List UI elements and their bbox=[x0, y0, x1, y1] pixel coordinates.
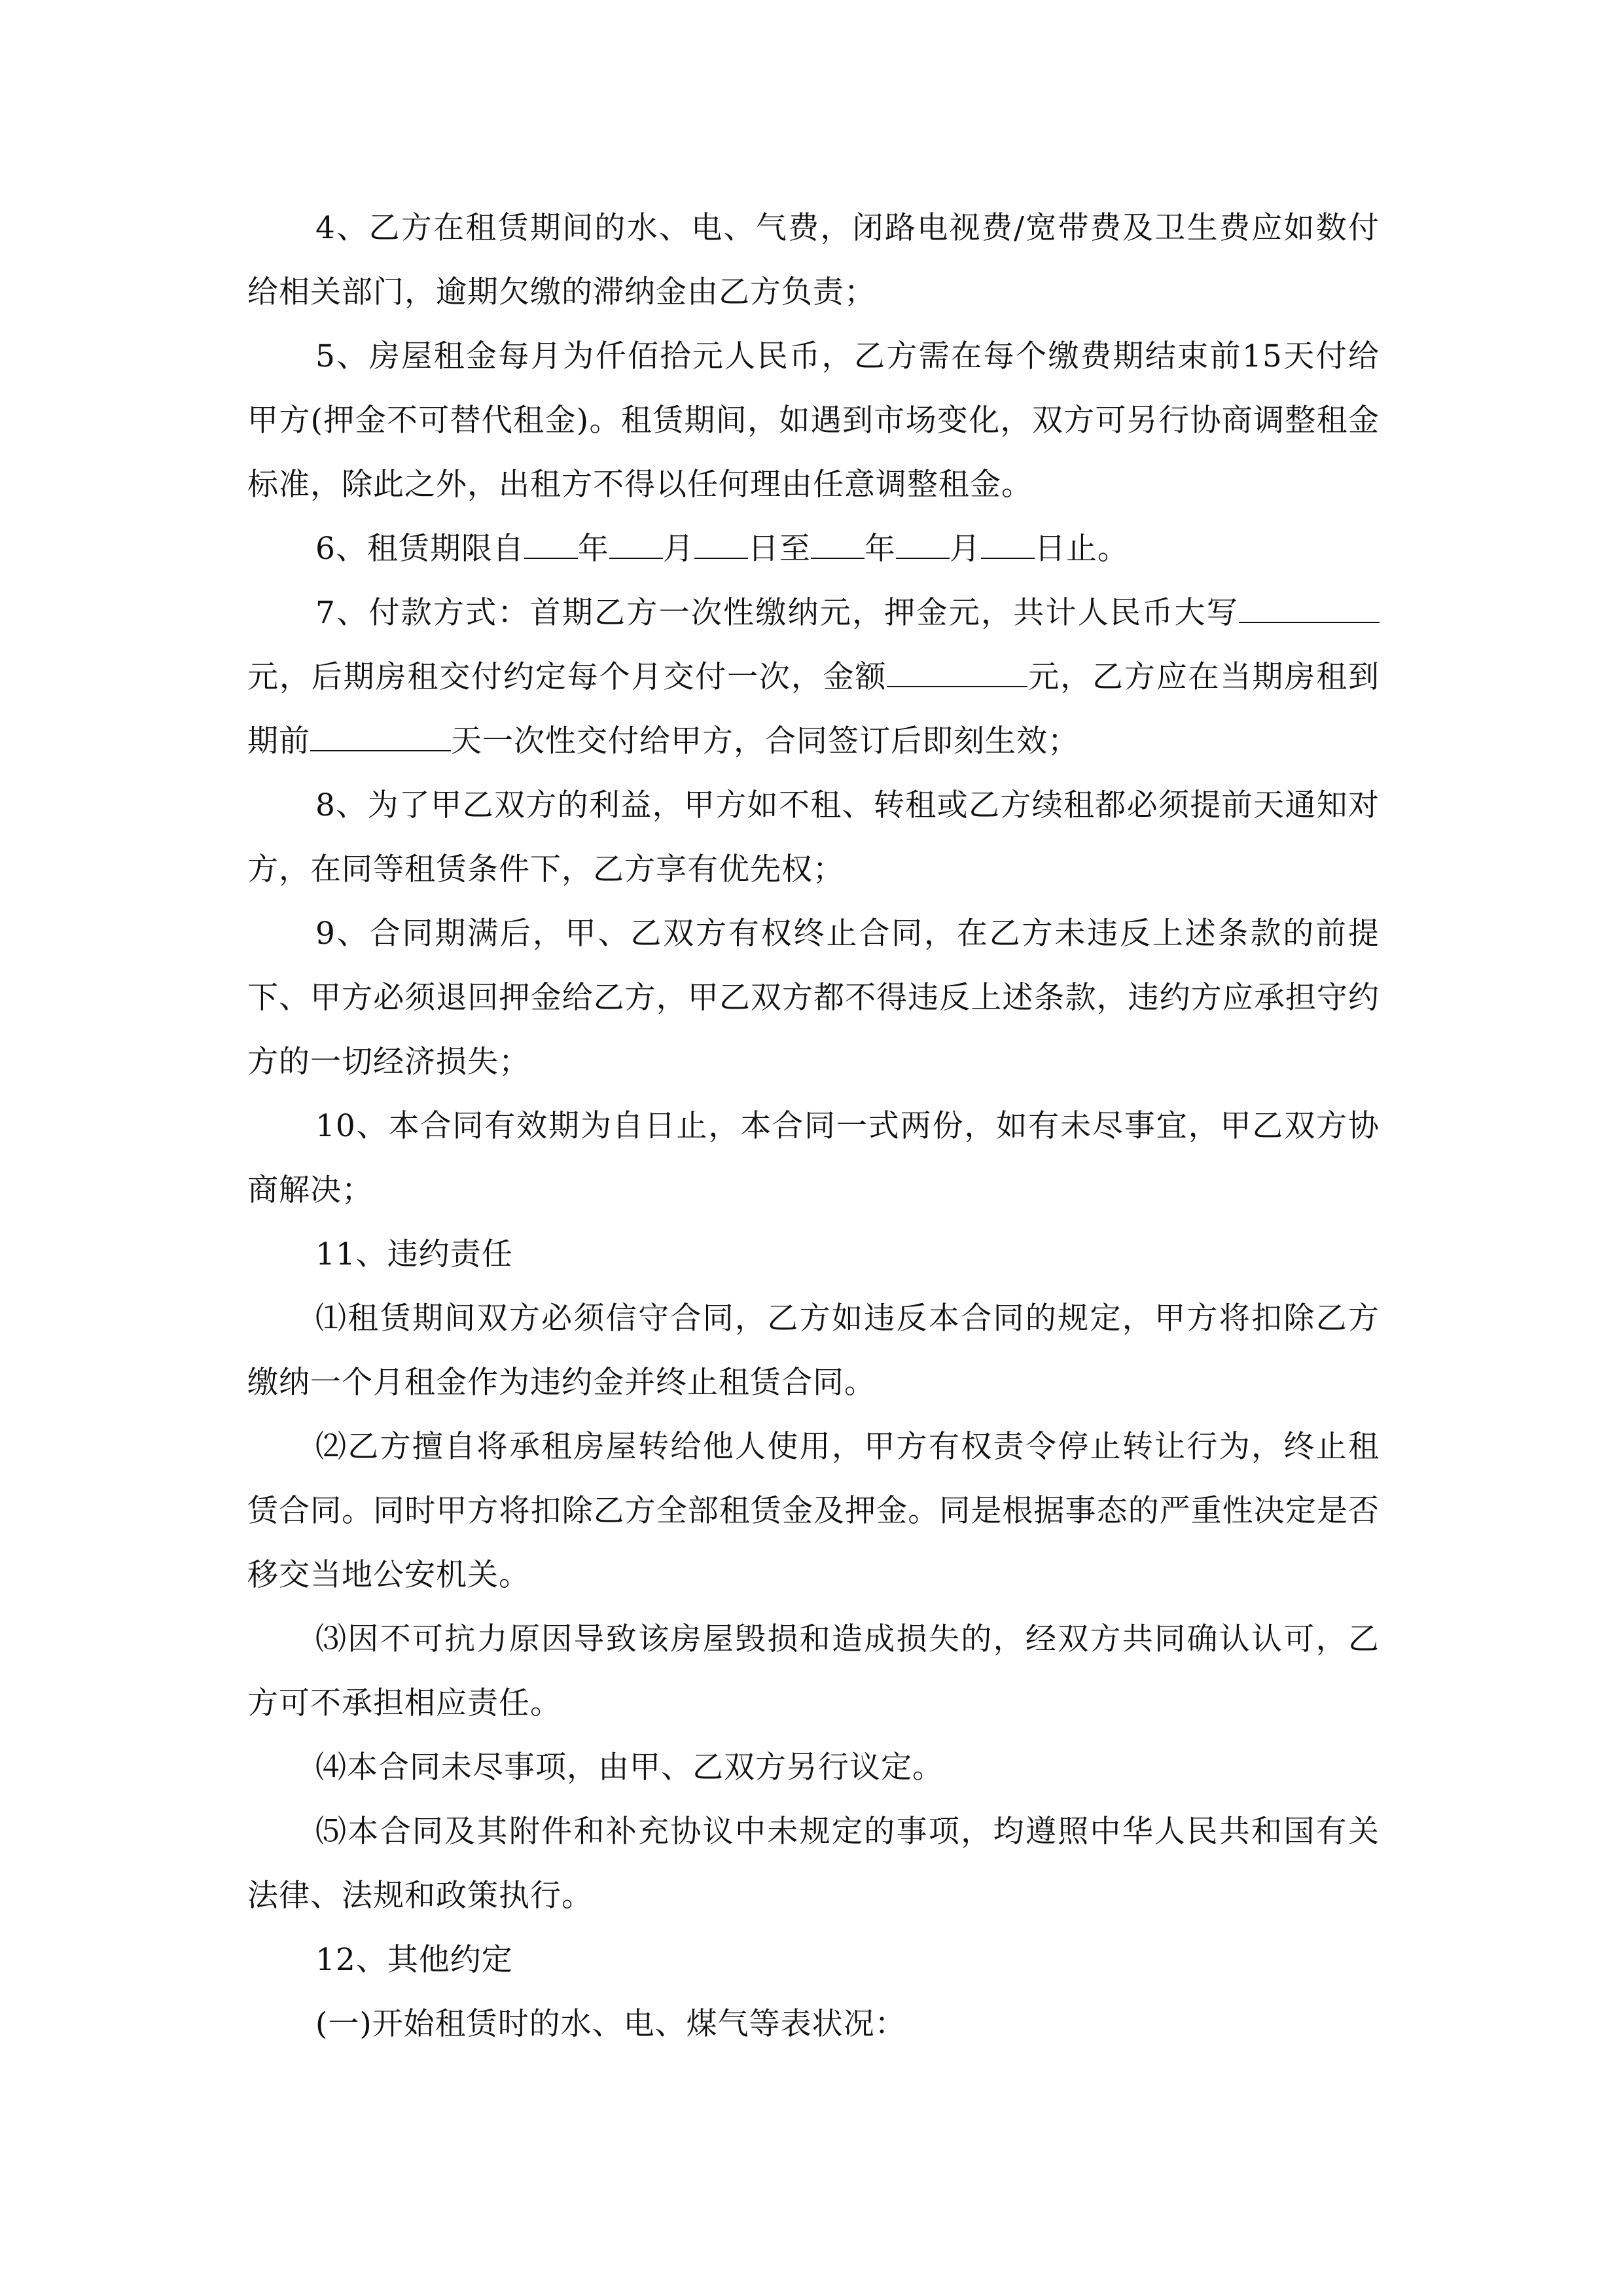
clause-6-text: 6、租赁期限自 bbox=[315, 531, 524, 567]
clause-7-text: 元，乙方应在当期房租到期前 bbox=[247, 659, 1380, 759]
blank-monthly-amount bbox=[887, 660, 1027, 687]
clause-9: 9、合同期满后，甲、乙双方有权终止合同，在乙方未违反上述条款的前提下、甲方必须退回押金给乙方，甲乙双方都不得违反上述条款，违约方应承担守约方的一切经济损失； bbox=[247, 916, 1380, 1080]
blank-end-year bbox=[811, 531, 865, 559]
clause-7 bbox=[247, 581, 1380, 774]
clause-11-item-1: ⑴租赁期间双方必须信守合同，乙方如违反本合同的规定，甲方将扣除乙方缴纳一个月租金作为违约金并终止租赁合同。 bbox=[247, 1300, 1380, 1401]
blank-end-day bbox=[981, 531, 1035, 559]
clause-6-text: 月 bbox=[662, 531, 694, 567]
blank-start-day bbox=[694, 531, 748, 559]
clause-6-text: 年 bbox=[864, 531, 896, 567]
clause-6 bbox=[247, 517, 1380, 581]
clause-6-text: 日至 bbox=[747, 531, 811, 567]
clause-7-text: 7、付款方式：首期乙方一次性缴纳元，押金元，共计人民币大写 bbox=[315, 595, 1239, 631]
blank-days-before bbox=[310, 724, 451, 751]
clause-8: 8、为了甲乙双方的利益，甲方如不租、转租或乙方续租都必须提前天通知对方，在同等租赁条件下，乙方享有优先权； bbox=[247, 787, 1380, 888]
clause-12-item-1: (一)开始租赁时的水、电、煤气等表状况： bbox=[315, 2006, 906, 2042]
clause-11-item-4: ⑷本合同未尽事项，由甲、乙双方另行议定。 bbox=[315, 1749, 944, 1785]
clause-7-text: 元，后期房租交付约定每个月交付一次，金额 bbox=[247, 659, 887, 695]
blank-end-month bbox=[896, 531, 950, 559]
clause-7-text: 天一次性交付给甲方，合同签订后即刻生效； bbox=[451, 723, 1079, 759]
clause-11-item-3: ⑶因不可抗力原因导致该房屋毁损和造成损失的，经双方共同确认认可，乙方可不承担相应责任。 bbox=[247, 1621, 1380, 1721]
clause-4: 4、乙方在租赁期间的水、电、气费，闭路电视费/宽带费及卫生费应如数付给相关部门，逾期欠缴的滞纳金由乙方负责； bbox=[247, 210, 1380, 310]
clause-6-text: 日止。 bbox=[1034, 531, 1129, 567]
blank-total-amount bbox=[1239, 596, 1380, 623]
clause-6-text: 年 bbox=[577, 531, 609, 567]
clause-5: 5、房屋租金每月为仟佰拾元人民币，乙方需在每个缴费期结束前15天付给甲方(押金不可替代租金)。租赁期间，如遇到市场变化，双方可另行协商调整租金标准，除此之外，出租方不得以任何理由任意调整租金。 bbox=[247, 338, 1380, 503]
clause-12-heading: 12、其他约定 bbox=[315, 1942, 513, 1978]
clause-6-text: 月 bbox=[949, 531, 981, 567]
clause-11-item-2: ⑵乙方擅自将承租房屋转给他人使用，甲方有权责令停止转让行为，终止租赁合同。同时甲方将扣除乙方全部租赁金及押金。同是根据事态的严重性决定是否移交当地公安机关。 bbox=[247, 1429, 1380, 1593]
clause-11-heading: 11、违约责任 bbox=[315, 1236, 513, 1272]
document-page bbox=[247, 196, 1380, 2056]
clause-11-item-5: ⑸本合同及其附件和补充协议中未规定的事项，均遵照中华人民共和国有关法律、法规和政策执行。 bbox=[247, 1814, 1380, 1914]
blank-start-year bbox=[524, 531, 578, 559]
clause-10: 10、本合同有效期为自日止，本合同一式两份，如有未尽事宜，甲乙双方协商解决； bbox=[247, 1108, 1380, 1208]
blank-start-month bbox=[609, 531, 663, 559]
